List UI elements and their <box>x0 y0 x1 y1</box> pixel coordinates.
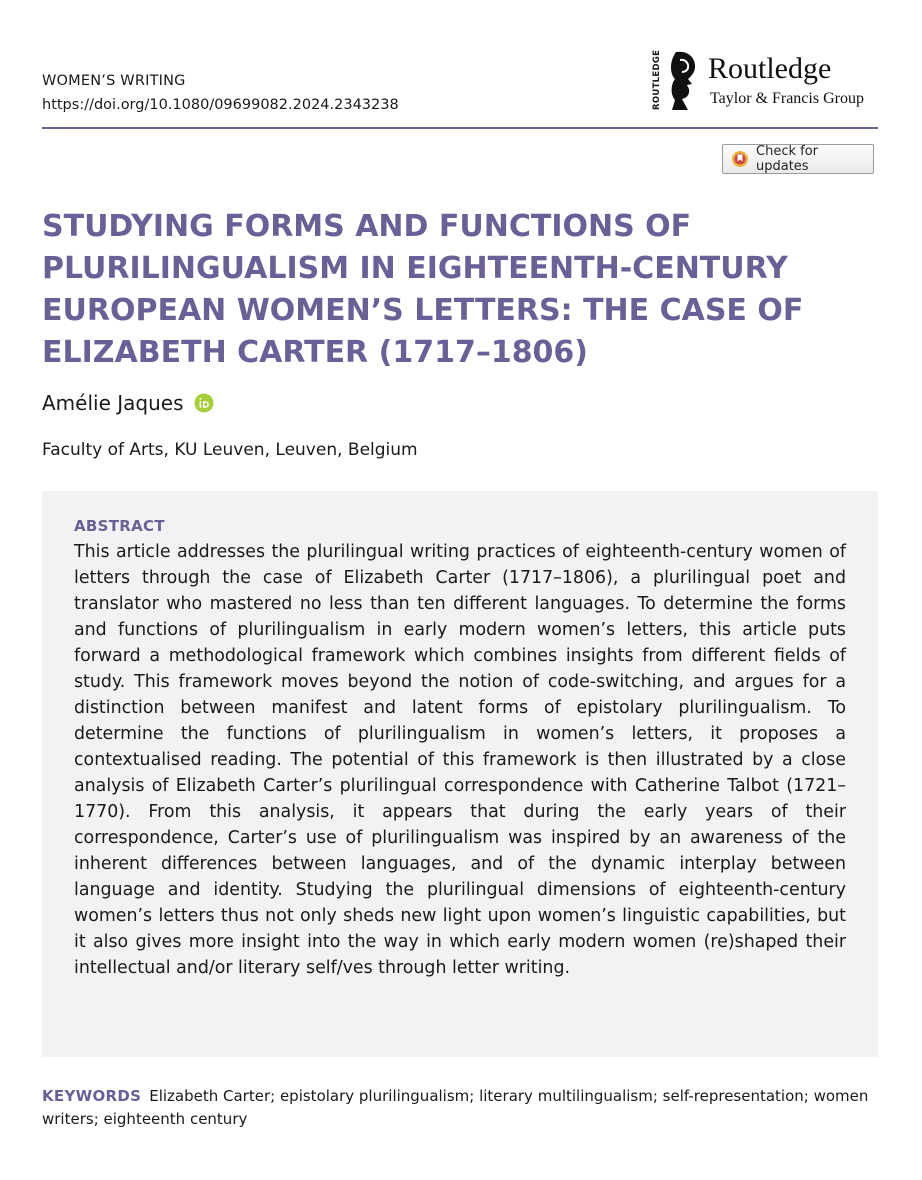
abstract-section <box>42 491 878 1057</box>
publisher-logo[interactable] <box>652 48 884 116</box>
publisher-group: Taylor & Francis Group <box>710 90 864 107</box>
publisher-name: Routledge <box>708 52 832 85</box>
routledge-head-icon <box>666 48 700 112</box>
abstract-heading: ABSTRACT <box>74 517 165 535</box>
journal-name: WOMEN’S WRITING <box>42 73 186 89</box>
crossmark-icon <box>731 150 749 168</box>
check-updates-label: Check for updates <box>756 144 818 174</box>
doi-link[interactable]: https://doi.org/10.1080/09699082.2024.2343238 <box>42 97 399 113</box>
header-divider <box>42 127 878 129</box>
article-title: STUDYING FORMS AND FUNCTIONS OF PLURILINGUALISM IN EIGHTEENTH-CENTURY EUROPEAN WOMEN’S LETTERS: THE CASE OF ELIZABETH CARTER (1717–1806) <box>42 209 804 370</box>
logo-vertical-text: ROUTLEDGE <box>652 49 662 110</box>
keywords-list: Elizabeth Carter; epistolary plurilingualism; literary multilingualism; self-representation; women writers; eighteenth century <box>42 1087 869 1128</box>
orcid-icon[interactable] <box>194 393 214 413</box>
author-affiliation: Faculty of Arts, KU Leuven, Leuven, Belgium <box>42 440 418 460</box>
keywords-label: KEYWORDS <box>42 1087 142 1105</box>
author-line <box>42 391 214 415</box>
check-for-updates-button[interactable] <box>722 144 874 174</box>
author-name[interactable]: Amélie Jaques <box>42 391 184 415</box>
keywords-section <box>42 1085 872 1131</box>
abstract-body: This article addresses the plurilingual writing practices of eighteenth-century women of letters through the case of Elizabeth Carter (1717–1806), a plurilingual poet and translator who mastered no less than ten different languages. To determine the forms and functions of plurilingualism in early modern women’s letters, this article puts forward a methodological framework which combines insights from different fields of study. This framework moves beyond the notion of code-switching, and argues for a distinction between manifest and latent forms of epistolary plurilingualism. To determine the functions of plurilingualism in women’s letters, it proposes a contextualised reading. The potential of this framework is then illustrated by a close analysis of Elizabeth Carter’s plurilingual correspondence with Catherine Talbot (1721–1770). From this analysis, it appears that during the early years of their correspondence, Carter’s use of plurilingualism was inspired by an awareness of the inherent differences between languages, and of the dynamic interplay between language and identity. Studying the plurilingual dimensions of eighteenth-century women’s letters thus not only sheds new light upon women’s linguistic capabilities, but it also gives more insight into the way in which early modern women (re)shaped their intellectual and/or literary self/ves through letter writing. <box>74 542 846 978</box>
